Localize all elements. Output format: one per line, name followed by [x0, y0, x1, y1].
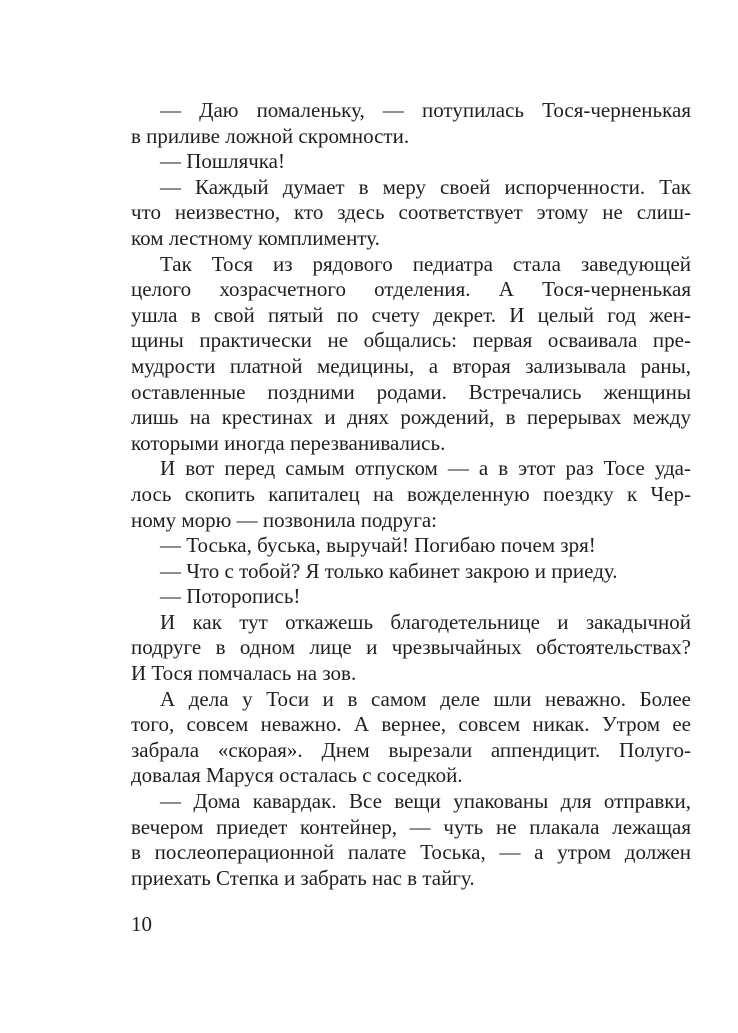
page-text: [131, 98, 691, 891]
text-line: забрала «скорая». Днем вырезали аппендицит. Полуго-: [131, 737, 691, 762]
text-line: Так Тося из рядового педиатра стала заведующей: [160, 251, 691, 276]
text-line: того, совсем неважно. А вернее, совсем никак. Утром ее: [131, 712, 691, 737]
text-line: А дела у Тоси и в самом деле шли неважно. Более: [160, 686, 691, 711]
text-line: — Дома кавардак. Все вещи упакованы для отправки,: [160, 789, 691, 814]
text-line: ком лестному комплименту.: [131, 225, 380, 250]
text-line: в послеоперационной палате Тоська, — а утром должен: [131, 840, 691, 865]
text-line: приехать Степка и забрать нас в тайгу.: [131, 865, 475, 890]
text-line: щины практически не общались: первая осваивала пре-: [131, 328, 691, 353]
text-line: что неизвестно, кто здесь соответствует этому не слиш-: [131, 200, 691, 225]
text-line: — Даю помаленьку, — потупилась Тося-черненькая: [160, 98, 691, 122]
text-line: мудрости платной медицины, а вторая зализывала раны,: [131, 353, 691, 378]
text-line: ушла в свой пятый по счету декрет. И целый год жен-: [131, 302, 691, 327]
text-line: И Тося помчалась на зов.: [131, 661, 357, 686]
text-line: ному морю — позвонила подруга:: [131, 507, 437, 532]
page-number: 10: [131, 912, 152, 936]
text-line: — Поторопись!: [160, 584, 301, 609]
text-line: которыми иногда перезванивались.: [131, 430, 446, 455]
text-line: лось скопить капиталец на вожделенную поездку к Чер-: [131, 481, 691, 506]
text-line: оставленные поздними родами. Встречались женщины: [131, 379, 691, 404]
text-line: вечером приедет контейнер, — чуть не плакала лежащая: [131, 814, 691, 839]
text-line: довалая Маруся осталась с соседкой.: [131, 763, 463, 788]
text-line: целого хозрасчетного отделения. А Тося-черненькая: [131, 277, 691, 302]
text-line: — Каждый думает в меру своей испорченности. Так: [160, 174, 691, 199]
text-line: И как тут откажешь благодетельнице и закадычной: [160, 609, 691, 634]
text-line: — Что с тобой? Я только кабинет закрою и приеду.: [160, 558, 618, 583]
text-line: лишь на крестинах и днях рождений, в перерывах между: [131, 405, 691, 430]
text-line: подруге в одном лице и чрезвычайных обстоятельствах?: [131, 635, 691, 660]
text-line: — Пошлячка!: [160, 149, 285, 174]
text-line: в приливе ложной скромности.: [131, 123, 410, 148]
text-line: — Тоська, буська, выручай! Погибаю почем зря!: [160, 533, 596, 558]
text-line: И вот перед самым отпуском — а в этот раз Тосе уда-: [160, 456, 691, 481]
